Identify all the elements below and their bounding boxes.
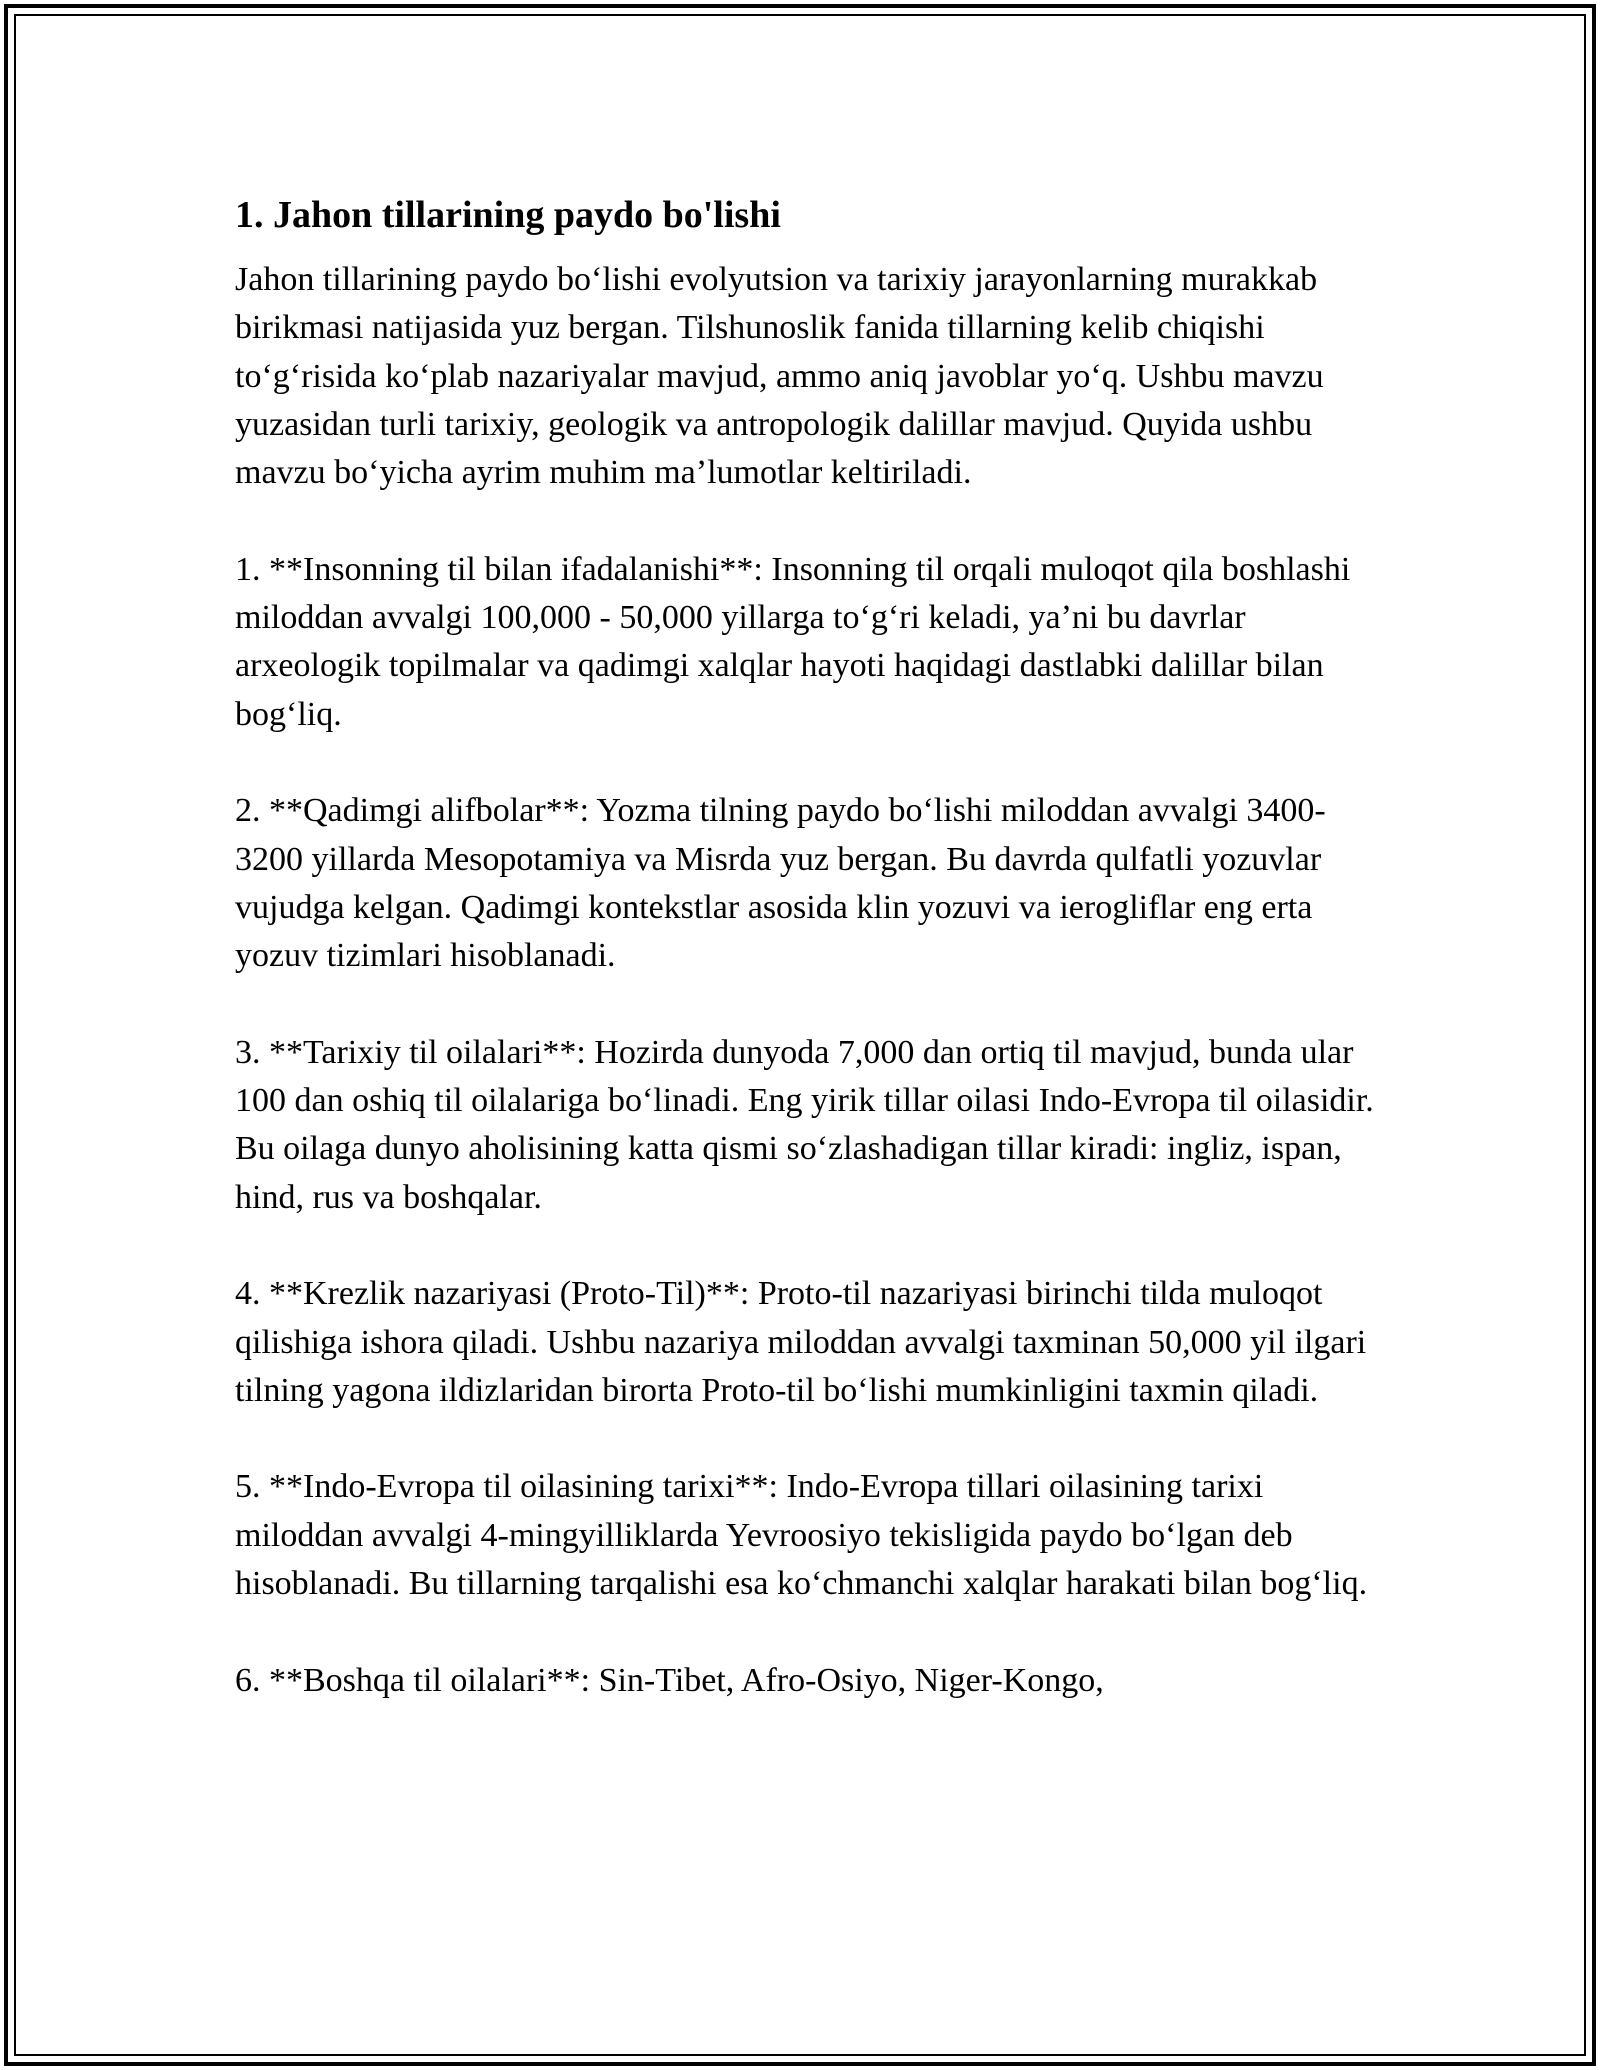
intro-paragraph: Jahon tillarining paydo boʻlishi evolyutsion va tarixiy jarayonlarning murakkab birikmasi natijasida yuz bergan. Tilshunoslik fanida tillarning kelib chiqishi toʻgʻrisida koʻplab nazariyalar mavjud, ammo aniq javoblar yoʻq. Ushbu mavzu yuzasidan turli tarixiy, geologik va antropologik dalillar mavjud. Quyida ushbu mavzu boʻyicha ayrim muhim maʼlumotlar keltiriladi. bbox=[235, 261, 1324, 492]
section-title: 1. Jahon tillarining paydo bo'lishi bbox=[235, 194, 781, 236]
list-item-3: 3. **Tarixiy til oilalari**: Hozirda dunyoda 7,000 dan ortiq til mavjud, bunda ular 100 dan oshiq til oilalariga boʻlinadi. Eng yirik tillar oilasi Indo-Evropa til oilasidir. Bu oilaga dunyo aholisining katta qismi soʻzlashadigan tillar kiradi: ingliz, ispan, hind, rus va boshqalar. bbox=[235, 1033, 1374, 1216]
list-item-1: 1. **Insonning til bilan ifadalanishi**: Insonning til orqali muloqot qila boshlashi miloddan avvalgi 100,000 - 50,000 yillarga toʻgʻri keladi, yaʼni bu davrlar arxeologik topilmalar va qadimgi xalqlar hayoti haqidagi dastlabki dalillar bilan bogʻliq. bbox=[235, 550, 1351, 733]
document-body bbox=[235, 184, 1375, 1705]
list-item-5: 5. **Indo-Evropa til oilasining tarixi**: Indo-Evropa tillari oilasining tarixi miloddan avvalgi 4-mingyilliklarda Yevroosiyo tekisligida paydo boʻlgan deb hisoblanadi. Bu tillarning tarqalishi esa koʻchmanchi xalqlar harakati bilan bogʻliq. bbox=[235, 1468, 1368, 1603]
list-item-6: 6. **Boshqa til oilalari**: Sin-Tibet, Afro-Osiyo, Niger-Kongo, bbox=[235, 1661, 1104, 1699]
list-item-2: 2. **Qadimgi alifbolar**: Yozma tilning paydo boʻlishi miloddan avvalgi 3400-3200 yillarda Mesopotamiya va Misrda yuz bergan. Bu davrda qulfatli yozuvlar vujudga kelgan. Qadimgi kontekstlar asosida klin yozuvi va ierogliflar eng erta yozuv tizimlari hisoblanadi. bbox=[235, 792, 1326, 975]
list-item-4: 4. **Krezlik nazariyasi (Proto-Til)**: Proto-til nazariyasi birinchi tilda muloqot qilishiga ishora qiladi. Ushbu nazariya miloddan avvalgi taxminan 50,000 yil ilgari tilning yagona ildizlaridan birorta Proto-til boʻlishi mumkinligini taxmin qiladi. bbox=[235, 1275, 1367, 1409]
